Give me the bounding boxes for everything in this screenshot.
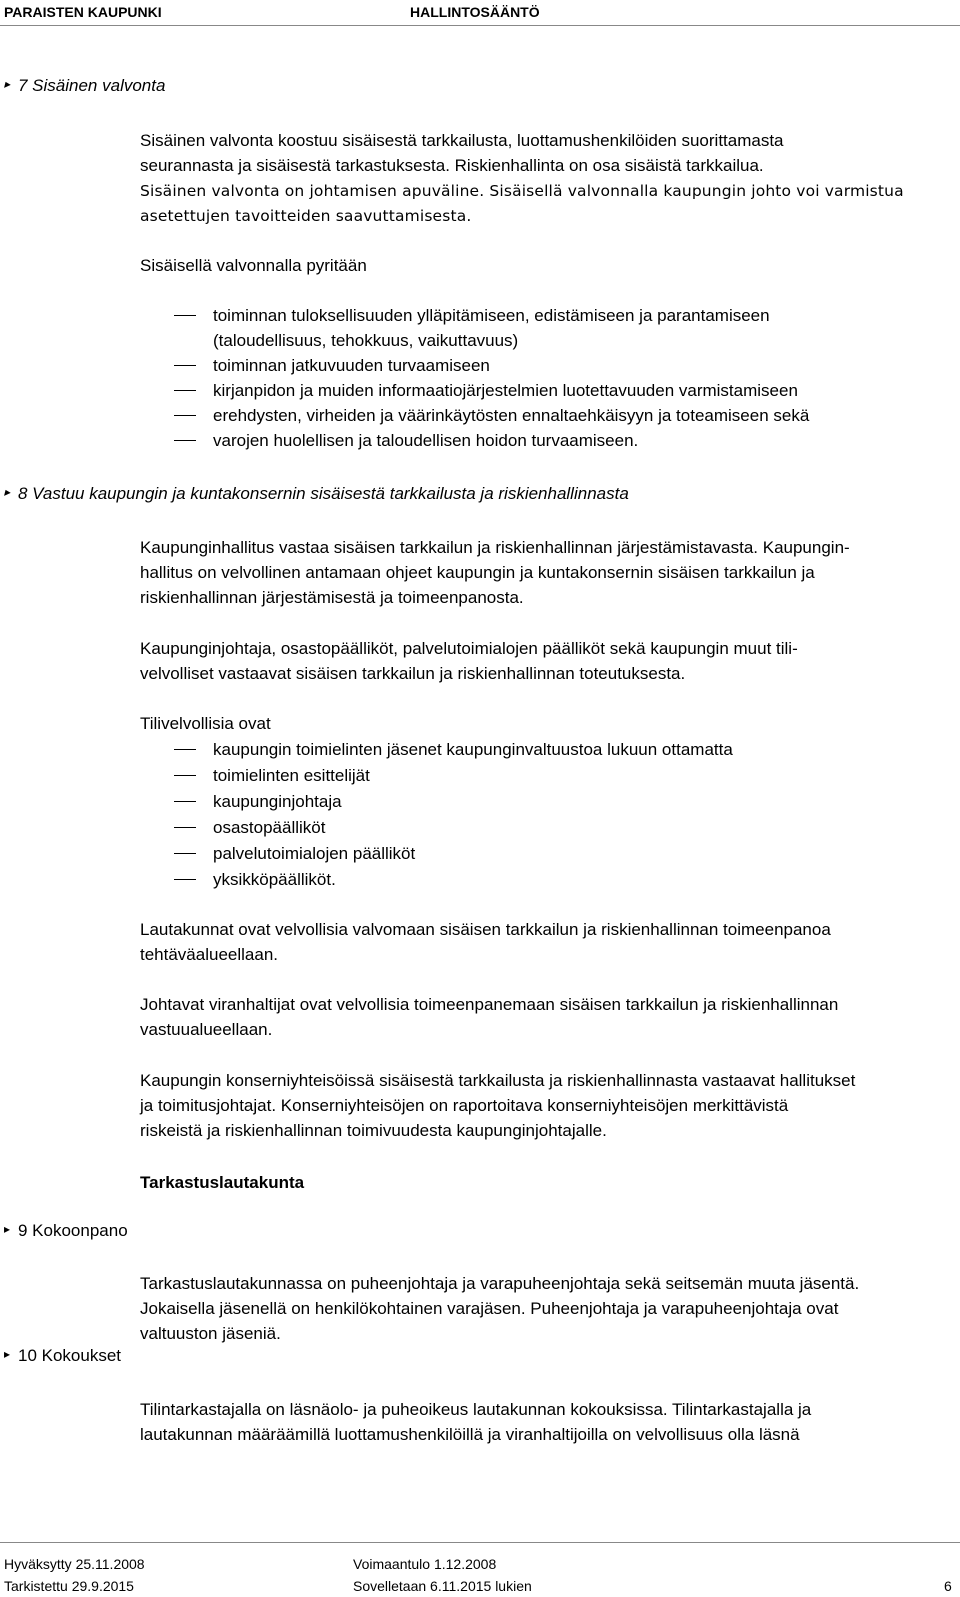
dash-bullet-icon [174,853,196,854]
dash-bullet-icon [174,390,196,391]
section-10-heading: ▸ 10 Kokoukset [4,1346,122,1365]
footer-applied-date: Sovelletaan 6.11.2015 lukien [353,1578,532,1594]
section-7-paragraph-2: Sisäinen valvonta on johtamisen apuväline. Sisäisellä valvonnalla kaupungin johto voi varmistua asetettujen tavoitteiden saavuttamisesta. [140,182,904,225]
dash-bullet-icon [174,749,196,750]
section-arrow-icon: ▸ [4,1222,11,1236]
section-8-list-intro: Tilivelvollisia ovat [140,714,271,733]
section-arrow-icon: ▸ [4,1347,11,1361]
section-8-paragraph-3: Lautakunnat ovat velvollisia valvomaan sisäisen tarkkailun ja riskienhallinnan toimeenpanoa tehtäväalueellaan. [140,920,831,964]
section-8-paragraph-5: Kaupungin konserniyhteisöissä sisäisestä tarkkailusta ja riskienhallinnasta vastaavat hallitukset ja toimitusjohtajat. Konserniyhteisöjen on raportoitava konserniyhteisöjen merkittävistä riskeistä ja riskienhallinnan toimivuudesta kaupunginjohtajalle. [140,1071,856,1140]
footer-approved-date: Hyväksytty 25.11.2008 [4,1556,145,1572]
footer-effective-date: Voimaantulo 1.12.2008 [353,1556,497,1572]
section-8-paragraph-4: Johtavat viranhaltijat ovat velvollisia toimeenpanemaan sisäisen tarkkailun ja riskienhallinnan vastuualueellaan. [140,995,839,1039]
section-9-paragraph: Tarkastuslautakunnassa on puheenjohtaja ja varapuheenjohtaja sekä seitsemän muuta jäsentä. Jokaisella jäsenellä on henkilökohtainen varajäsen. Puheenjohtaja ja varapuheenjohtaja ovat valtuuston jäseniä. [140,1274,860,1343]
footer-page-number: 6 [944,1578,952,1594]
dash-bullet-icon [174,365,196,366]
section-8-paragraph-2: Kaupunginjohtaja, osastopäälliköt, palvelutoimialojen päälliköt sekä kaupungin muut tili- velvolliset vastaavat sisäisen tarkkailun ja riskienhallinnan toteutuksesta. [140,639,798,683]
section-arrow-icon: ▸ [4,485,11,499]
footer-checked-date: Tarkistettu 29.9.2015 [4,1578,134,1594]
section-10-paragraph: Tilintarkastajalla on läsnäolo- ja puheoikeus lautakunnan kokouksissa. Tilintarkastajalla ja lautakunnan määräämillä luottamushenkilöillä ja viranhaltijoilla on velvollisuus olla läsnä [140,1400,812,1444]
dash-bullet-icon [174,827,196,828]
dash-bullet-icon [174,775,196,776]
dash-bullet-icon [174,415,196,416]
section-9-heading: ▸ 9 Kokoonpano [4,1221,128,1240]
header-organization: PARAISTEN KAUPUNKI [4,4,162,20]
dash-bullet-icon [174,879,196,880]
section-8-paragraph-1: Kaupunginhallitus vastaa sisäisen tarkkailun ja riskienhallinnan järjestämistavasta. Kaupungin- hallitus on velvollinen antamaan ohjeet kaupungin ja kuntakonsernin sisäisen tarkkailun ja riskienhallinnan järjestämisestä ja toimeenpanosta. [140,538,850,607]
section-8-heading: ▸ 8 Vastuu kaupungin ja kuntakonsernin sisäisestä tarkkailusta ja riskienhallinnasta [4,484,629,503]
section-7-heading: ▸ 7 Sisäinen valvonta [4,76,166,95]
footer-divider [0,1542,960,1543]
chapter-heading: Tarkastuslautakunta [140,1173,305,1192]
header-divider [0,25,960,26]
section-arrow-icon: ▸ [4,77,11,91]
section-7-paragraph-1: Sisäinen valvonta koostuu sisäisestä tarkkailusta, luottamushenkilöiden suorittamasta seurannasta ja sisäisestä tarkastuksesta. Riskienhallinta on osa sisäistä tarkkailua. [140,131,784,175]
dash-bullet-icon [174,315,196,316]
dash-bullet-icon [174,440,196,441]
section-7-list-intro: Sisäisellä valvonnalla pyritään [140,256,367,275]
dash-bullet-icon [174,801,196,802]
header-document-title: HALLINTOSÄÄNTÖ [410,4,540,20]
